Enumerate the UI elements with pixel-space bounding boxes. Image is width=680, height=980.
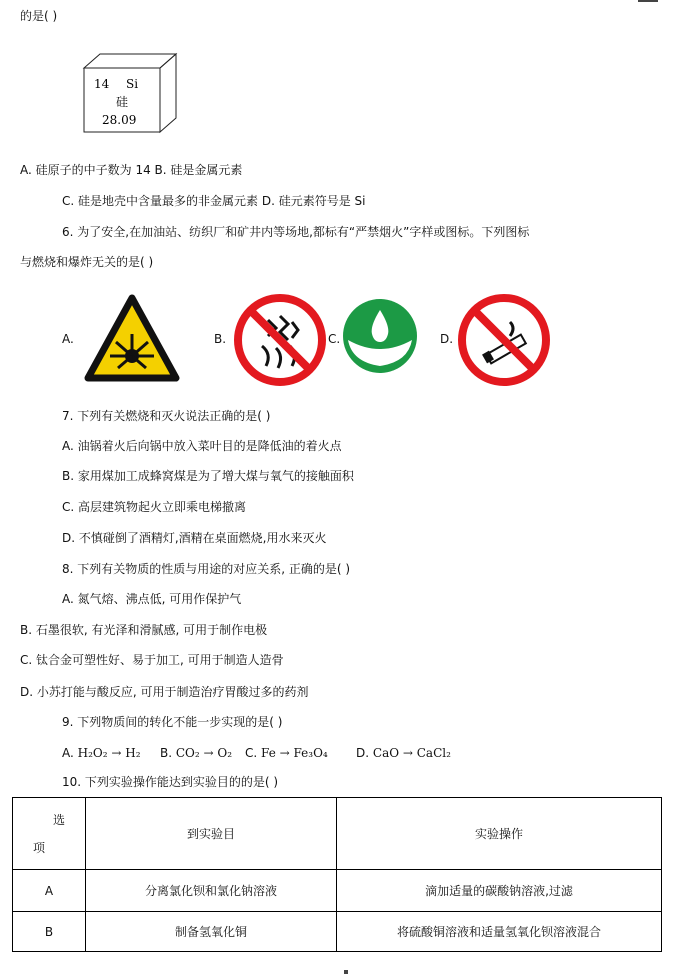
q6-label-b: B. xyxy=(214,332,227,346)
q7-option-c: C. 高层建筑物起火立即乘电梯撤离 xyxy=(62,500,247,514)
table-header-row xyxy=(13,798,662,870)
header-operation-cell: 实验操作 xyxy=(337,798,662,870)
q8-option-a: A. 氮气熔、沸点低, 可用作保护气 xyxy=(62,592,242,606)
element-number: 14 xyxy=(94,77,110,91)
experiment-table xyxy=(12,797,662,952)
row-option-cell: A xyxy=(13,870,86,912)
row-purpose-cell: 分离氯化钡和氯化钠溶液 xyxy=(86,870,337,912)
no-smoking-icon xyxy=(456,292,552,388)
q8-option-b: B. 石墨很软, 有光泽和滑腻感, 可用于制作电极 xyxy=(20,623,268,637)
page-corner-mark xyxy=(638,0,658,2)
element-mass: 28.09 xyxy=(102,113,137,127)
row-operation-cell: 将硫酸铜溶液和适量氢氧化钡溶液混合 xyxy=(337,912,662,952)
row-option-cell: B xyxy=(13,912,86,952)
table-row xyxy=(13,912,662,952)
q7-option-b: B. 家用煤加工成蜂窝煤是为了增大煤与氧气的接触面积 xyxy=(62,469,354,483)
water-saving-icon xyxy=(340,296,420,376)
no-open-flame-icon xyxy=(232,292,328,388)
q6-label-c: C. xyxy=(328,332,341,346)
q5-stem-tail: 的是( ) xyxy=(20,9,58,23)
q10-stem: 10. 下列实验操作能达到实验目的的是( ) xyxy=(62,775,279,789)
q6-stem-line2: 与燃烧和爆炸无关的是( ) xyxy=(20,255,154,269)
q8-stem: 8. 下列有关物质的性质与用途的对应关系, 正确的是( ) xyxy=(62,562,351,576)
q5-options-ab: A. 硅原子的中子数为 14 B. 硅是金属元素 xyxy=(20,163,243,177)
page-bottom-mark xyxy=(344,970,348,974)
q5-options-cd: C. 硅是地壳中含量最多的非金属元素 D. 硅元素符号是 Si xyxy=(62,194,366,208)
q6-label-a: A. xyxy=(62,332,74,346)
q8-option-d: D. 小苏打能与酸反应, 可用于制造治疗胃酸过多的药剂 xyxy=(20,685,309,699)
silicon-element-card xyxy=(82,52,178,134)
q9-stem: 9. 下列物质间的转化不能一步实现的是( ) xyxy=(62,715,283,729)
q9-option-b: B. CO₂ → O₂ xyxy=(160,746,233,760)
q7-option-a: A. 油锅着火后向锅中放入菜叶目的是降低油的着火点 xyxy=(62,439,342,453)
row-operation-cell: 滴加适量的碳酸钠溶液,过滤 xyxy=(337,870,662,912)
explosive-warning-icon xyxy=(84,292,180,388)
element-name: 硅 xyxy=(116,95,129,109)
q6-stem-line1: 6. 为了安全,在加油站、纺织厂和矿井内等场地,都标有“严禁烟火”字样或图标。下列图标 xyxy=(62,225,530,239)
q9-option-d: D. CaO → CaCl₂ xyxy=(356,746,451,760)
q8-option-c: C. 钛合金可塑性好、易于加工, 可用于制造人造骨 xyxy=(20,653,284,667)
q7-option-d: D. 不慎碰倒了酒精灯,酒精在桌面燃烧,用水来灭火 xyxy=(62,531,327,545)
row-purpose-cell: 制备氢氧化铜 xyxy=(86,912,337,952)
header-purpose-cell: 到实验目 xyxy=(86,798,337,870)
q6-label-d: D. xyxy=(440,332,454,346)
table-row xyxy=(13,870,662,912)
q7-stem: 7. 下列有关燃烧和灭火说法正确的是( ) xyxy=(62,409,271,423)
element-symbol: Si xyxy=(126,77,139,91)
header-option-cell: 选 项 xyxy=(13,798,86,870)
q9-option-c: C. Fe → Fe₃O₄ xyxy=(245,746,328,760)
q9-option-a: A. H₂O₂ → H₂ xyxy=(62,746,141,760)
